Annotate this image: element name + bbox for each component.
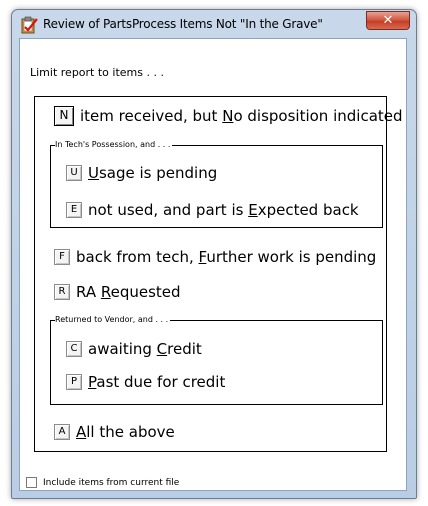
option-all-above-label[interactable]: All the above [76,423,175,441]
key-c-button[interactable]: C [66,341,82,357]
option-further-work-label[interactable]: back from tech, Further work is pending [76,248,377,266]
option-item-received[interactable] [54,106,403,126]
returned-vendor-legend: Returned to Vendor, and . . . [55,315,169,324]
include-current-file-label[interactable]: Include items from current file [43,477,180,488]
limit-report-label: Limit report to items . . . [30,66,164,79]
key-a-button[interactable]: A [54,424,70,440]
close-button[interactable]: ✕ [366,11,410,30]
returned-vendor-group [50,315,383,405]
key-p-button[interactable]: P [66,374,82,390]
option-all-above[interactable] [54,423,175,441]
window-title: Review of PartsProcess Items Not "In the Grave" [43,17,323,31]
option-usage-pending[interactable] [66,164,217,182]
option-item-received-label[interactable]: item received, but No disposition indicated [80,107,403,125]
option-not-used[interactable] [66,201,359,219]
key-n-button[interactable]: N [54,106,74,126]
option-not-used-label[interactable]: not used, and part is Expected back [88,201,359,219]
option-past-due[interactable] [66,373,225,391]
option-ra-requested-label[interactable]: RA Requested [76,283,181,301]
tech-possession-legend: In Tech's Possession, and . . . [55,140,171,149]
include-current-file-checkbox[interactable] [26,477,37,488]
key-r-button[interactable]: R [54,284,70,300]
include-current-file-row[interactable] [26,477,179,488]
clipboard-check-icon [20,16,38,34]
option-awaiting-credit[interactable] [66,340,202,358]
option-awaiting-credit-label[interactable]: awaiting Credit [88,340,202,358]
option-usage-pending-label[interactable]: Usage is pending [88,164,218,182]
option-ra-requested[interactable] [54,283,181,301]
key-u-button[interactable]: U [66,165,82,181]
title-bar[interactable] [12,10,416,40]
option-past-due-label[interactable]: Past due for credit [88,373,226,391]
key-f-button[interactable]: F [54,249,70,265]
key-e-button[interactable]: E [66,202,82,218]
option-further-work[interactable] [54,248,376,266]
